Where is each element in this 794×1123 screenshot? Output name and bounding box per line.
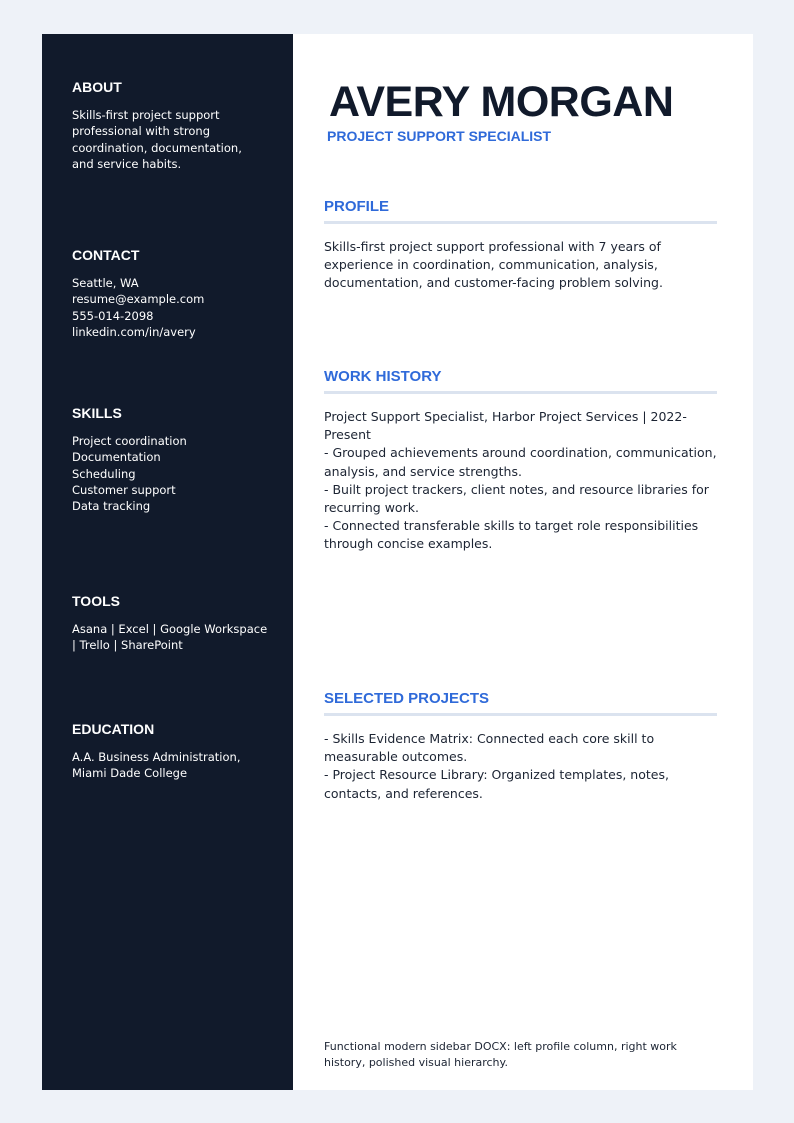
profile-section [324,198,717,293]
contact-text [72,275,272,340]
profile-heading: PROFILE [324,198,717,224]
contact-section [72,247,272,340]
resume-page [42,34,753,1090]
contact-location: Seattle, WA [72,276,139,290]
about-line: professional with strong [72,124,210,139]
tools-text [72,621,272,654]
job-title: PROJECT SUPPORT SPECIALIST [327,128,552,144]
projects-section [324,690,717,803]
contact-heading: CONTACT [72,247,140,263]
contact-linkedin[interactable]: linkedin.com/in/avery [72,324,196,339]
education-heading: EDUCATION [72,721,155,737]
profile-text [324,238,717,293]
tools-heading: TOOLS [72,593,120,609]
sidebar [42,34,293,1090]
profile-line: experience in coordination, communication, analysis, [324,257,658,273]
main-column [293,34,753,1090]
tools-line: | Trello | SharePoint [72,638,183,653]
work-history-section [324,368,717,554]
work-history-heading: WORK HISTORY [324,368,717,394]
contact-email[interactable]: resume@example.com [72,292,205,307]
skill-item: Documentation [72,450,161,465]
work-history-text [324,408,717,554]
candidate-name: AVERY MORGAN [329,78,674,126]
skill-item: Data tracking [72,499,151,514]
skill-item: Scheduling [72,466,136,481]
project-line: measurable outcomes. [324,749,468,765]
work-history-line: Project Support Specialist, Harbor Project Services | 2022- [324,409,687,424]
skill-item: Customer support [72,482,176,497]
about-section [72,79,272,172]
projects-heading: SELECTED PROJECTS [324,690,717,716]
tools-line: Asana | Excel | Google Workspace [72,622,268,636]
work-history-line: recurring work. [324,500,419,516]
education-line: A.A. Business Administration, [72,750,241,764]
tools-section [72,593,272,654]
skill-item: Project coordination [72,434,187,448]
about-line: and service habits. [72,156,182,171]
contact-phone: 555-014-2098 [72,308,154,323]
work-history-line: - Connected transferable skills to target role responsibilities [324,518,699,534]
work-history-line: analysis, and service strengths. [324,463,522,479]
profile-line: documentation, and customer-facing problem solving. [324,275,663,291]
profile-line: Skills-first project support professional with 7 years of [324,239,661,254]
work-history-line: - Built project trackers, client notes, and resource libraries for [324,481,709,497]
about-text [72,107,272,172]
about-line: Skills-first project support [72,108,220,122]
footer-line: history, polished visual hierarchy. [324,1056,508,1069]
about-line: coordination, documentation, [72,140,242,155]
project-line: - Skills Evidence Matrix: Connected each core skill to [324,731,655,746]
skills-section [72,405,272,514]
skills-list [72,433,272,514]
footer-note [324,1039,684,1071]
education-text [72,749,272,782]
skills-heading: SKILLS [72,405,122,421]
work-history-line: through concise examples. [324,536,493,552]
project-line: - Project Resource Library: Organized templates, notes, [324,767,669,783]
about-heading: ABOUT [72,79,122,95]
projects-text [324,730,717,803]
education-section [72,721,272,782]
work-history-line: - Grouped achievements around coordination, communication, [324,445,717,461]
work-history-line: Present [324,427,371,443]
education-line: Miami Dade College [72,766,188,781]
project-line: contacts, and references. [324,785,483,801]
footer-line: Functional modern sidebar DOCX: left profile column, right work [324,1040,677,1053]
